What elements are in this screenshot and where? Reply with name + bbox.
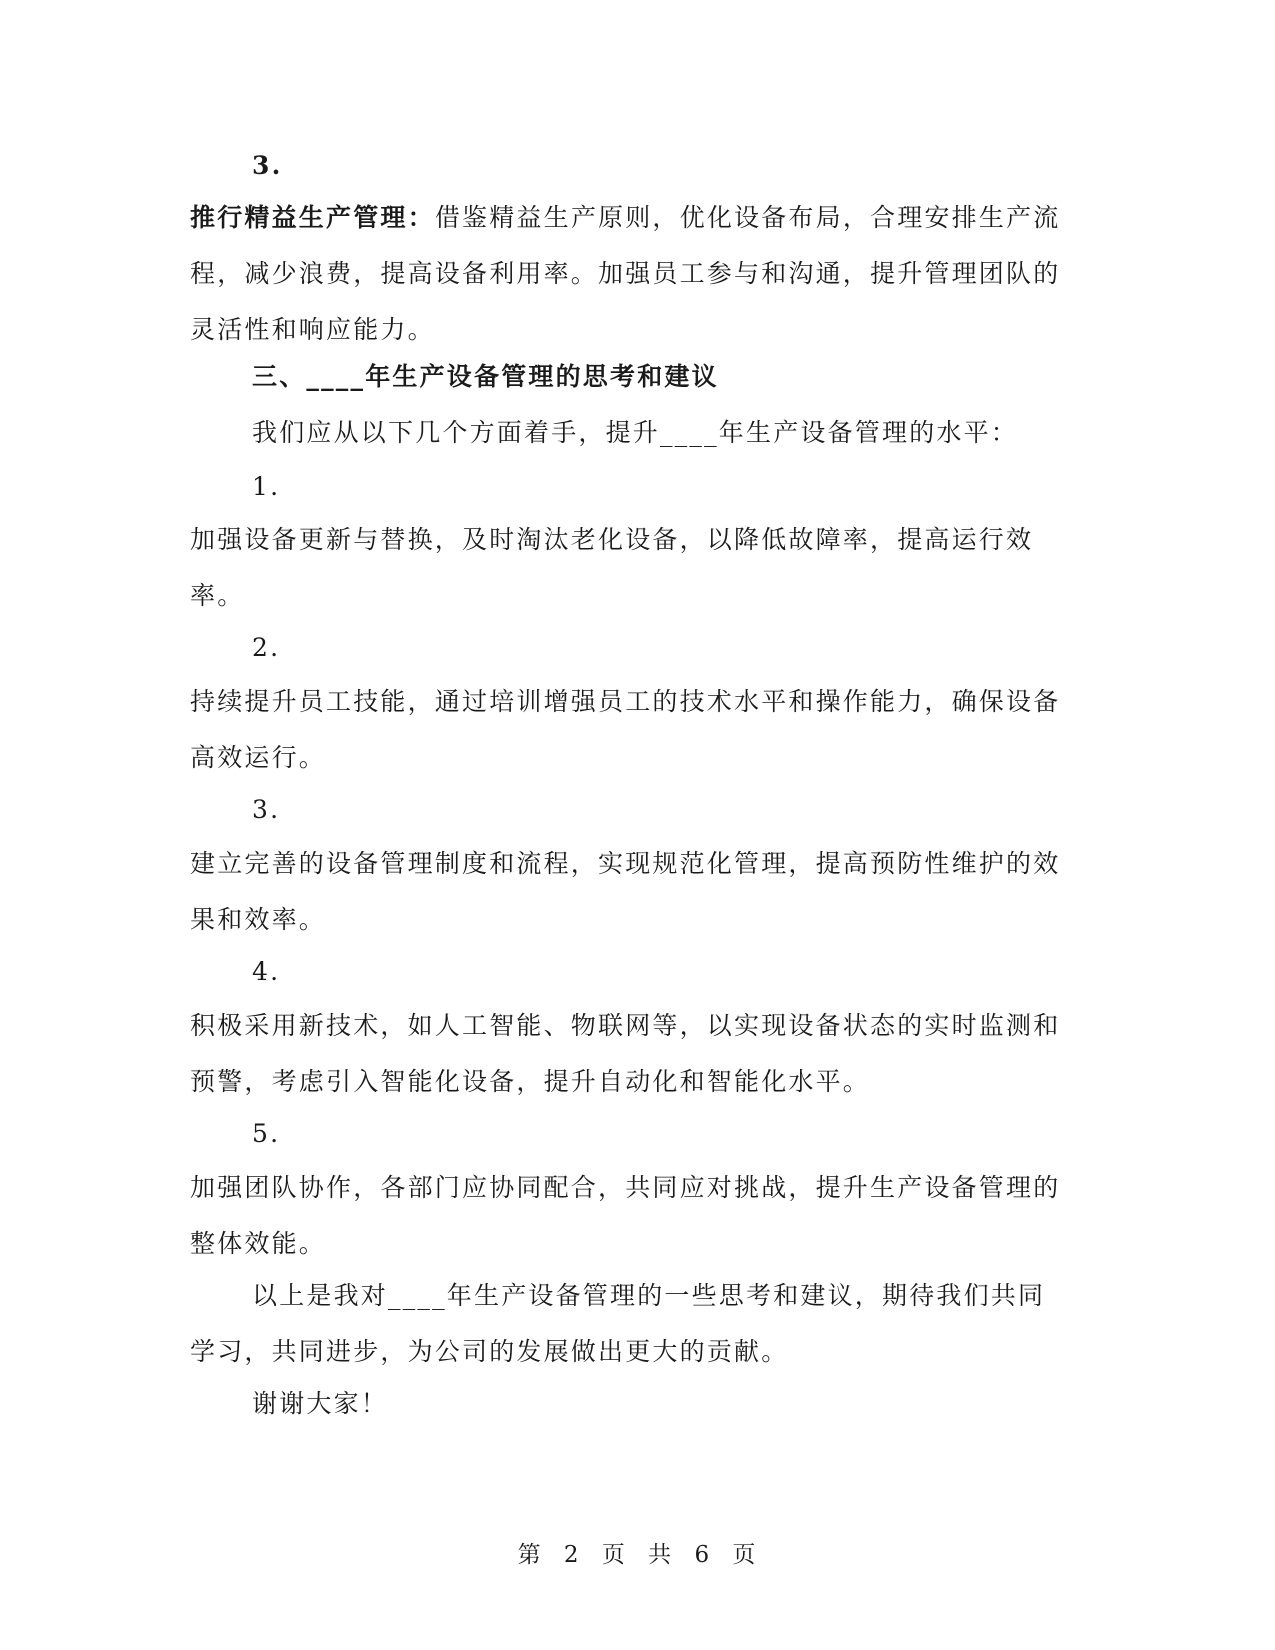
list-number: 1. xyxy=(252,472,281,501)
list-item-text: 加强设备更新与替换，及时淘汰老化设备，以降低故障率，提高运行效率。 xyxy=(190,525,1034,610)
thanks-line: 谢谢大家！ xyxy=(252,1389,389,1418)
page-label: 页 xyxy=(601,1542,627,1568)
page-footer xyxy=(0,1536,1275,1569)
list-number: 5. xyxy=(252,1119,281,1148)
list-item-text: 加强团队协作，各部门应协同配合，共同应对挑战，提升生产设备管理的整体效能。 xyxy=(190,1173,1061,1258)
list-number: 4. xyxy=(252,957,281,986)
list-number: 2. xyxy=(252,633,281,662)
paragraph-lean-production xyxy=(190,190,1070,358)
paragraph-body: 借鉴精益生产原则，优化设备布局，合理安排生产流程，减少浪费，提高设备利用率。加强员工参与和沟通，提升管理团队的灵活性和响应能力。 xyxy=(190,203,1061,344)
page-current: 2 xyxy=(563,1542,581,1568)
list-number: 3. xyxy=(252,795,281,824)
page-label: 页 xyxy=(732,1542,758,1568)
page-label: 第 xyxy=(517,1542,543,1568)
page-total: 6 xyxy=(694,1542,712,1568)
list-item-text: 积极采用新技术，如人工智能、物联网等，以实现设备状态的实时监测和预警，考虑引入智能化设备，提升自动化和智能化水平。 xyxy=(190,1011,1061,1096)
section-heading: 三、____年生产设备管理的思考和建议 xyxy=(252,362,719,391)
closing-paragraph: 以上是我对____年生产设备管理的一些思考和建议，期待我们共同学习，共同进步，为公司的发展做出更大的贡献。 xyxy=(190,1281,1046,1366)
paragraph-bold-lead: 推行精益生产管理： xyxy=(190,203,435,232)
page-label: 共 xyxy=(648,1542,674,1568)
intro-paragraph: 我们应从以下几个方面着手，提升____年生产设备管理的水平： xyxy=(252,418,1019,447)
list-number: 3. xyxy=(252,151,283,180)
list-item-text: 持续提升员工技能，通过培训增强员工的技术水平和操作能力，确保设备高效运行。 xyxy=(190,687,1061,772)
list-item-text: 建立完善的设备管理制度和流程，实现规范化管理，提高预防性维护的效果和效率。 xyxy=(190,849,1061,934)
